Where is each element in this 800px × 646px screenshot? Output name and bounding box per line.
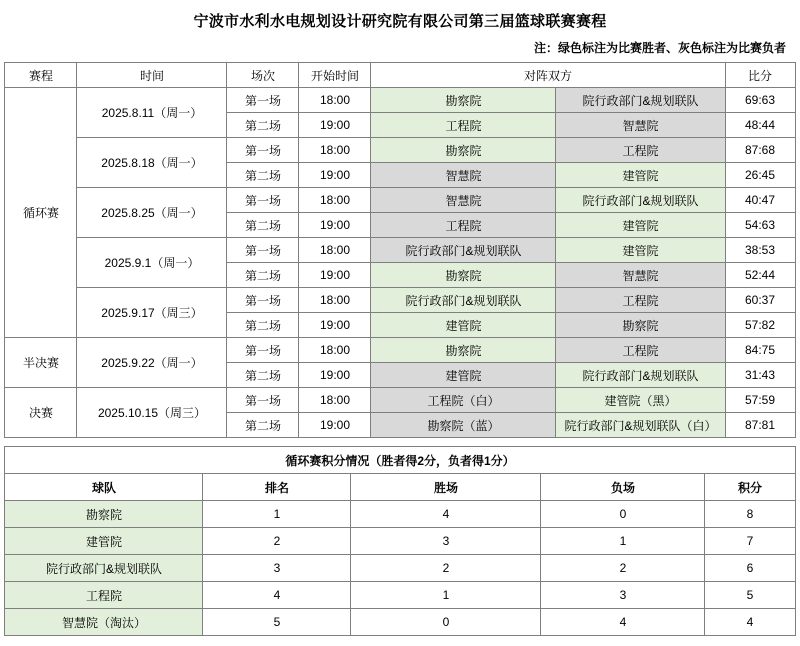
schedule-row [5, 88, 795, 113]
team-a-cell: 工程院 [371, 113, 556, 138]
standings-wins-cell: 0 [351, 609, 541, 636]
game-number-cell: 第二场 [227, 313, 299, 338]
standings-rank-cell: 1 [203, 501, 351, 528]
score-cell: 54:63 [725, 213, 795, 238]
standings-row [5, 609, 795, 636]
score-cell: 48:44 [725, 113, 795, 138]
standings-team-cell: 工程院 [5, 582, 203, 609]
team-b-cell: 建管院 [556, 213, 725, 238]
team-a-cell: 勘察院 [371, 338, 556, 363]
header-game: 场次 [227, 63, 299, 88]
team-b-cell: 建管院（黑） [556, 388, 725, 413]
schedule-row [5, 138, 795, 163]
date-cell: 2025.9.1（周一） [77, 238, 227, 288]
team-a-cell: 工程院（白） [371, 388, 556, 413]
score-cell: 52:44 [725, 263, 795, 288]
game-number-cell: 第一场 [227, 138, 299, 163]
score-cell: 40:47 [725, 188, 795, 213]
start-time-cell: 18:00 [299, 138, 371, 163]
score-cell: 87:68 [725, 138, 795, 163]
team-a-cell: 智慧院 [371, 188, 556, 213]
team-a-cell: 勘察院 [371, 138, 556, 163]
standings-rank-cell: 3 [203, 555, 351, 582]
game-number-cell: 第一场 [227, 88, 299, 113]
score-cell: 69:63 [725, 88, 795, 113]
standings-section-title: 循环赛积分情况（胜者得2分，负者得1分） [5, 447, 795, 474]
team-a-cell: 勘察院 [371, 263, 556, 288]
team-a-cell: 勘察院 [371, 88, 556, 113]
date-cell: 2025.9.17（周三） [77, 288, 227, 338]
stage-cell: 半决赛 [5, 338, 77, 388]
team-a-cell: 工程院 [371, 213, 556, 238]
team-b-cell: 院行政部门&规划联队 [556, 363, 725, 388]
schedule-table [4, 62, 795, 438]
standings-points-cell: 6 [705, 555, 795, 582]
game-number-cell: 第二场 [227, 213, 299, 238]
standings-losses-cell: 2 [541, 555, 705, 582]
team-a-cell: 智慧院 [371, 163, 556, 188]
team-b-cell: 建管院 [556, 163, 725, 188]
team-b-cell: 工程院 [556, 338, 725, 363]
start-time-cell: 19:00 [299, 113, 371, 138]
game-number-cell: 第一场 [227, 188, 299, 213]
game-number-cell: 第二场 [227, 363, 299, 388]
date-cell: 2025.9.22（周一） [77, 338, 227, 388]
standings-losses-cell: 1 [541, 528, 705, 555]
schedule-header-row [5, 63, 795, 88]
header-rank: 排名 [203, 474, 351, 501]
date-cell: 2025.10.15（周三） [77, 388, 227, 438]
standings-row [5, 582, 795, 609]
page-title: 宁波市水利水电规划设计研究院有限公司第三届篮球联赛赛程 [193, 13, 607, 30]
standings-team-cell: 勘察院 [5, 501, 203, 528]
standings-row [5, 528, 795, 555]
game-number-cell: 第二场 [227, 413, 299, 438]
standings-points-cell: 8 [705, 501, 795, 528]
game-number-cell: 第一场 [227, 238, 299, 263]
start-time-cell: 18:00 [299, 188, 371, 213]
schedule-row [5, 188, 795, 213]
team-b-cell: 院行政部门&规划联队 [556, 88, 725, 113]
team-a-cell: 勘察院（蓝） [371, 413, 556, 438]
stage-cell: 决赛 [5, 388, 77, 438]
standings-rank-cell: 5 [203, 609, 351, 636]
schedule-row [5, 288, 795, 313]
standings-table [4, 446, 795, 636]
game-number-cell: 第一场 [227, 288, 299, 313]
team-a-cell: 院行政部门&规划联队 [371, 288, 556, 313]
header-score: 比分 [725, 63, 795, 88]
standings-row [5, 555, 795, 582]
standings-header-row [5, 474, 795, 501]
start-time-cell: 19:00 [299, 263, 371, 288]
date-cell: 2025.8.11（周一） [77, 88, 227, 138]
date-cell: 2025.8.18（周一） [77, 138, 227, 188]
standings-wins-cell: 2 [351, 555, 541, 582]
standings-wins-cell: 1 [351, 582, 541, 609]
team-b-cell: 勘察院 [556, 313, 725, 338]
start-time-cell: 18:00 [299, 238, 371, 263]
schedule-row [5, 388, 795, 413]
team-b-cell: 院行政部门&规划联队 [556, 188, 725, 213]
header-points: 积分 [705, 474, 795, 501]
header-team: 球队 [5, 474, 203, 501]
start-time-cell: 19:00 [299, 213, 371, 238]
standings-points-cell: 7 [705, 528, 795, 555]
standings-points-cell: 4 [705, 609, 795, 636]
game-number-cell: 第一场 [227, 388, 299, 413]
game-number-cell: 第二场 [227, 113, 299, 138]
score-cell: 31:43 [725, 363, 795, 388]
score-cell: 38:53 [725, 238, 795, 263]
standings-rank-cell: 2 [203, 528, 351, 555]
legend-note: 注：绿色标注为比赛胜者、灰色标注为比赛负者 [533, 41, 786, 55]
score-cell: 26:45 [725, 163, 795, 188]
team-a-cell: 院行政部门&规划联队 [371, 238, 556, 263]
standings-losses-cell: 4 [541, 609, 705, 636]
standings-team-cell: 院行政部门&规划联队 [5, 555, 203, 582]
stage-cell: 循环赛 [5, 88, 77, 338]
standings-wins-cell: 4 [351, 501, 541, 528]
standings-rank-cell: 4 [203, 582, 351, 609]
team-a-cell: 建管院 [371, 313, 556, 338]
header-stage: 赛程 [5, 63, 77, 88]
schedule-row [5, 238, 795, 263]
team-b-cell: 智慧院 [556, 113, 725, 138]
team-b-cell: 工程院 [556, 288, 725, 313]
game-number-cell: 第二场 [227, 263, 299, 288]
game-number-cell: 第二场 [227, 163, 299, 188]
date-cell: 2025.8.25（周一） [77, 188, 227, 238]
start-time-cell: 18:00 [299, 338, 371, 363]
standings-points-cell: 5 [705, 582, 795, 609]
score-cell: 87:81 [725, 413, 795, 438]
header-date: 时间 [77, 63, 227, 88]
header-start-time: 开始时间 [299, 63, 371, 88]
standings-team-cell: 智慧院（淘汰） [5, 609, 203, 636]
header-losses: 负场 [541, 474, 705, 501]
schedule-row [5, 338, 795, 363]
team-a-cell: 建管院 [371, 363, 556, 388]
header-matchup: 对阵双方 [371, 63, 725, 88]
standings-section-title-row [5, 447, 795, 474]
start-time-cell: 19:00 [299, 413, 371, 438]
team-b-cell: 院行政部门&规划联队（白） [556, 413, 725, 438]
start-time-cell: 19:00 [299, 363, 371, 388]
score-cell: 57:59 [725, 388, 795, 413]
score-cell: 60:37 [725, 288, 795, 313]
standings-team-cell: 建管院 [5, 528, 203, 555]
standings-losses-cell: 3 [541, 582, 705, 609]
start-time-cell: 18:00 [299, 288, 371, 313]
header-wins: 胜场 [351, 474, 541, 501]
start-time-cell: 18:00 [299, 388, 371, 413]
standings-wins-cell: 3 [351, 528, 541, 555]
start-time-cell: 19:00 [299, 313, 371, 338]
game-number-cell: 第一场 [227, 338, 299, 363]
score-cell: 57:82 [725, 313, 795, 338]
standings-row [5, 501, 795, 528]
team-b-cell: 智慧院 [556, 263, 725, 288]
start-time-cell: 18:00 [299, 88, 371, 113]
standings-losses-cell: 0 [541, 501, 705, 528]
team-b-cell: 工程院 [556, 138, 725, 163]
score-cell: 84:75 [725, 338, 795, 363]
team-b-cell: 建管院 [556, 238, 725, 263]
start-time-cell: 19:00 [299, 163, 371, 188]
